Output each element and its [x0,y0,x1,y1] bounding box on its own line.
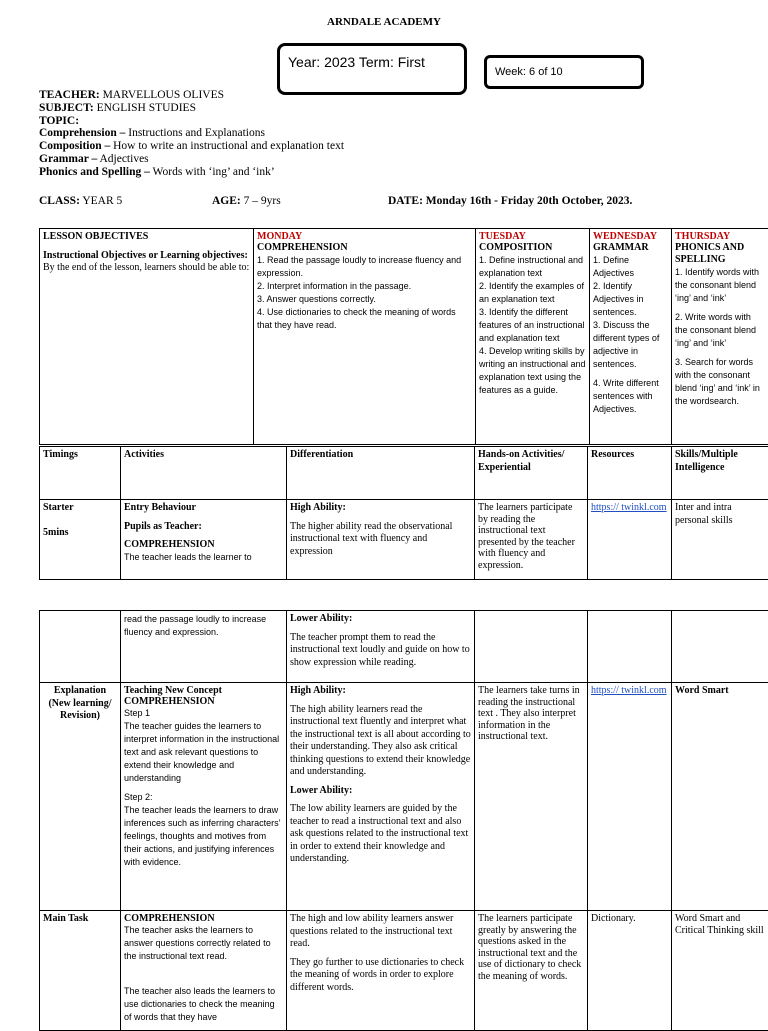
starter-act-text: The teacher leads the learner to [124,552,283,563]
class-info [39,195,122,207]
lesson-info [39,89,344,179]
tuesday-item: 2. Identify the examples of an explanation text [479,280,586,306]
starter-act-title: Entry Behaviour [124,502,283,515]
wednesday-cell [590,229,672,445]
main-task-diff-text2: They go further to use dictionaries to check the meaning of words in order to explore different words. [290,957,471,995]
class-label: CLASS: [39,195,80,207]
tuesday-subject: COMPOSITION [479,242,586,254]
starter-duration: 5mins [43,527,117,540]
cont-act-text: read the passage loudly to increase fluency and expression. [121,611,287,683]
wednesday-day: WEDNESDAY [593,231,668,242]
monday-subject: COMPREHENSION [257,242,472,254]
objectives-title: LESSON OBJECTIVES [43,231,250,244]
monday-item: 1. Read the passage loudly to increase fluency and expression. [257,254,472,280]
col-activities: Activities [121,447,287,500]
cont-diff-title: Lower Ability: [290,613,471,626]
composition-value: How to write an instructional and explanation text [110,140,344,152]
objectives-cell [40,229,254,445]
starter-timing [40,500,121,580]
col-timings: Timings [40,447,121,500]
thursday-item: 1. Identify words with the consonant blend ‘ing’ and ‘ink’ [675,266,765,305]
main-task-act-text2: The teacher also leads the learners to use dictionaries to check the meaning of words that they have [124,985,283,1024]
tuesday-day: TUESDAY [479,231,586,242]
explanation-step1: Step 1 [124,707,283,720]
teacher-label: TEACHER: [39,89,100,101]
monday-item: 2. Interpret information in the passage. [257,280,472,293]
comprehension-label: Comprehension – [39,127,125,139]
explanation-resource-link[interactable]: https:// twinkl.com [591,685,667,696]
comprehension-value: Instructions and Explanations [125,127,265,139]
tuesday-item: 1. Define instructional and explanation text [479,254,586,280]
wednesday-subject: GRAMMAR [593,242,668,254]
year-term-box [277,43,467,95]
main-task-activity [121,911,287,1031]
explanation-activity [121,683,287,911]
header-row [40,447,768,500]
main-task-resource: Dictionary. [588,911,672,1031]
thursday-day: THURSDAY [675,231,765,242]
table-row [40,611,768,683]
thursday-cell [672,229,768,445]
main-task-diff-text: The high and low ability learners answer questions related to the instructional text read. [290,913,471,951]
starter-diff-text: The higher ability read the observational instructional text with fluency and expression [290,521,471,559]
grammar-label: Grammar – [39,153,97,165]
explanation-low-title: Lower Ability: [290,785,471,798]
year-term: Year: 2023 Term: First [288,54,425,70]
tuesday-item: 4. Develop writing skills by writing an instructional and explanation text using the features as a guide. [479,345,586,397]
teacher-value: MARVELLOUS OLIVES [100,89,224,101]
explanation-handson: The learners take turns in reading the instructional text . They also interpret information in the instructional text. [475,683,588,911]
lesson-table [39,446,768,580]
phonics-label: Phonics and Spelling – [39,166,150,178]
explanation-step2: Step 2: [124,791,283,804]
explanation-high-text: The high ability learners read the instructional text fluently and interpret what the instructional text is all about according to their understanding. They also ask critical thinking questions to extend their knowledge and understanding. [290,704,471,779]
cont-differentiation [287,611,475,683]
starter-resource-link[interactable]: https:// twinkl.com [591,502,667,513]
table-row [40,911,768,1031]
starter-handson: The learners participate by reading the instructional text presented by the teacher with fluency and expression. [475,500,588,580]
explanation-low-text: The low ability learners are guided by the teacher to read a instructional text and also ask questions related to the instructional text in order to extend their knowledge and understanding. [290,803,471,866]
explanation-timing: Explanation (New learning/ Revision) [40,683,121,911]
main-task-act-head: COMPREHENSION [124,913,283,924]
main-task-skills: Word Smart and Critical Thinking skill [672,911,768,1031]
objectives-intro: By the end of the lesson, learners should be able to: [43,262,249,273]
tuesday-item: 3. Identify the different features of an instructional and explanation text [479,306,586,345]
main-task-act-text: The teacher asks the learners to answer questions correctly related to the instructional text read. [124,924,283,963]
wednesday-item: 4. Write different sentences with Adjectives. [593,377,668,416]
objectives-table [39,228,768,445]
table-row [40,683,768,911]
school-name: ARNDALE ACADEMY [0,16,768,28]
thursday-item: 3. Search for words with the consonant blend ‘ing’ and ‘ink’ in the wordsearch. [675,356,765,408]
age-label: AGE: [212,195,241,207]
week: Week: 6 of 10 [495,66,563,78]
table-row [40,500,768,580]
lesson-table-continued [39,610,768,1031]
col-differentiation: Differentiation [287,447,475,500]
age-info [212,195,281,207]
monday-cell [254,229,476,445]
subject-value: ENGLISH STUDIES [94,102,196,114]
subject-label: SUBJECT: [39,102,94,114]
wednesday-item: 3. Discuss the different types of adjective in sentences. [593,319,668,371]
explanation-step2-text: The teacher leads the learners to draw inferences such as inferring characters’ feelings, thoughts and motives from their actions, and justifying inferences with evidence. [124,804,283,869]
wednesday-item: 1. Define Adjectives [593,254,668,280]
date-info: DATE: Monday 16th - Friday 20th October, 2023. [388,195,632,207]
main-task-differentiation [287,911,475,1031]
cont-diff-text: The teacher prompt them to read the instructional text loudly and guide on how to show expression while reading. [290,632,471,670]
explanation-act-head: COMPREHENSION [124,696,283,707]
thursday-subject: PHONICS AND SPELLING [675,242,765,266]
starter-act-sub: Pupils as Teacher: [124,521,283,534]
monday-item: 4. Use dictionaries to check the meaning of words that they have read. [257,306,472,332]
explanation-step1-text: The teacher guides the learners to interpret information in the instructional text and ask relevant questions to extend their knowledge and understanding [124,720,283,785]
grammar-value: Adjectives [97,153,148,165]
starter-skills: Inter and intra personal skills [672,500,768,580]
phonics-value: Words with ‘ing’ and ‘ink’ [150,166,275,178]
main-task-timing: Main Task [40,911,121,1031]
starter-activity [121,500,287,580]
topic-label: TOPIC: [39,115,79,127]
col-resources: Resources [588,447,672,500]
class-value: YEAR 5 [80,195,122,207]
explanation-skills: Word Smart [672,683,768,911]
objectives-intro-bold: Instructional Objectives or Learning objectives: [43,250,248,261]
explanation-high-title: High Ability: [290,685,471,698]
starter-differentiation [287,500,475,580]
explanation-act-title: Teaching New Concept [124,685,283,696]
tuesday-cell [476,229,590,445]
starter-act-head: COMPREHENSION [124,539,283,552]
col-handson: Hands-on Activities/ Experiential [475,447,588,500]
week-box [484,55,644,89]
monday-day: MONDAY [257,231,472,242]
thursday-item: 2. Write words with the consonant blend ‘ing’ and ‘ink’ [675,311,765,350]
composition-label: Composition – [39,140,110,152]
age-value: 7 – 9yrs [241,195,281,207]
col-skills: Skills/Multiple Intelligence [672,447,768,500]
explanation-differentiation [287,683,475,911]
starter-diff-title: High Ability: [290,502,471,515]
wednesday-item: 2. Identify Adjectives in sentences. [593,280,668,319]
starter-label: Starter [43,502,117,515]
main-task-handson: The learners participate greatly by answering the questions asked in the instructional text and the use of dictionary to check the meaning of words. [475,911,588,1031]
monday-item: 3. Answer questions correctly. [257,293,472,306]
